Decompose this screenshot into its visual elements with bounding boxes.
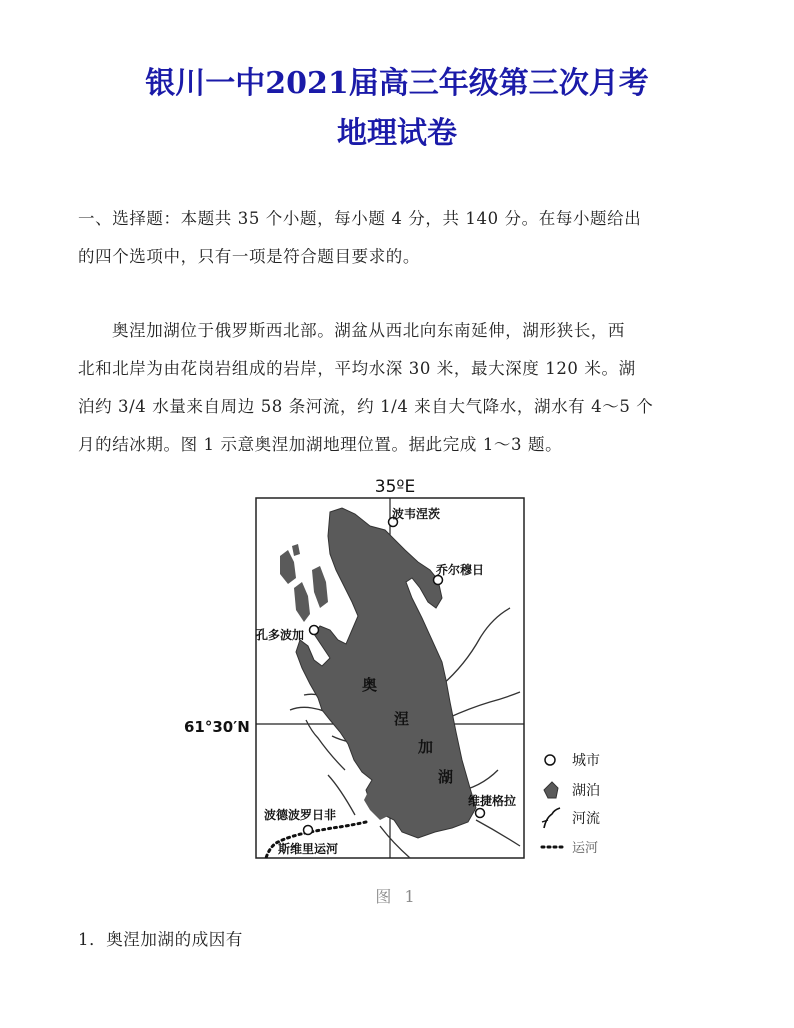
lake-name-char: 奥 <box>362 676 378 694</box>
instructions-line: 一、选择题：本题共 35 个小题，每小题 4 分，共 140 分。在每小题给出 <box>78 209 642 228</box>
reading-passage <box>78 312 718 464</box>
exam-title: 银川一中2021届高三年级第三次月考 <box>145 66 649 101</box>
passage-line: 奥涅加湖位于俄罗斯西北部。湖盆从西北向东南延伸，湖形狭长，西 <box>112 321 625 340</box>
map-figure <box>180 470 630 865</box>
legend-city-label: 城市 <box>572 753 600 769</box>
legend-lake-icon <box>544 782 558 798</box>
onega-lake-map <box>180 470 630 865</box>
longitude-label: 35ºE <box>374 477 416 497</box>
lake-name-char: 湖 <box>438 768 454 786</box>
city-label-qiaoermuri: 乔尔穆日 <box>436 563 485 577</box>
lake-name-char: 涅 <box>394 710 410 728</box>
legend-canal-label: 运河 <box>572 841 599 856</box>
lake-small <box>312 566 328 608</box>
legend-lake-label: 湖泊 <box>572 783 600 799</box>
latitude-label: 61°30′N <box>184 718 250 736</box>
canal-label: 斯维里运河 <box>278 842 339 856</box>
lake-small <box>280 550 296 584</box>
lake-small <box>292 544 300 556</box>
legend-river-icon <box>544 808 560 828</box>
city-label-bovenets: 波韦涅茨 <box>392 507 441 521</box>
city-label-vytegra: 维捷格拉 <box>468 794 517 808</box>
instructions-line: 的四个选项中，只有一项是符合题目要求的。 <box>78 247 420 266</box>
lake-name-char: 加 <box>418 738 434 756</box>
passage-line: 泊约 3/4 水量来自周边 58 条河流，约 1/4 来自大气降水，湖水有 4～5 个 <box>78 397 654 416</box>
legend-city-icon <box>545 755 555 765</box>
city-label-kongduobo: 孔多波加 <box>256 628 305 642</box>
city-label-podporozhye: 波德波罗日非 <box>264 808 337 822</box>
lake-small <box>294 582 310 622</box>
map-legend <box>542 753 600 856</box>
figure-caption: 图 1 <box>375 887 419 906</box>
exam-subject-title: 地理试卷 <box>337 116 457 151</box>
passage-line: 北和北岸为由花岗岩组成的岩岸，平均水深 30 米，最大深度 120 米。湖 <box>78 359 636 378</box>
section-instructions <box>78 200 718 276</box>
question-1: 1．奥涅加湖的成因有 <box>78 930 243 949</box>
legend-river-label: 河流 <box>572 811 600 827</box>
passage-line: 月的结冰期。图 1 示意奥涅加湖地理位置。据此完成 1～3 题。 <box>78 435 563 454</box>
